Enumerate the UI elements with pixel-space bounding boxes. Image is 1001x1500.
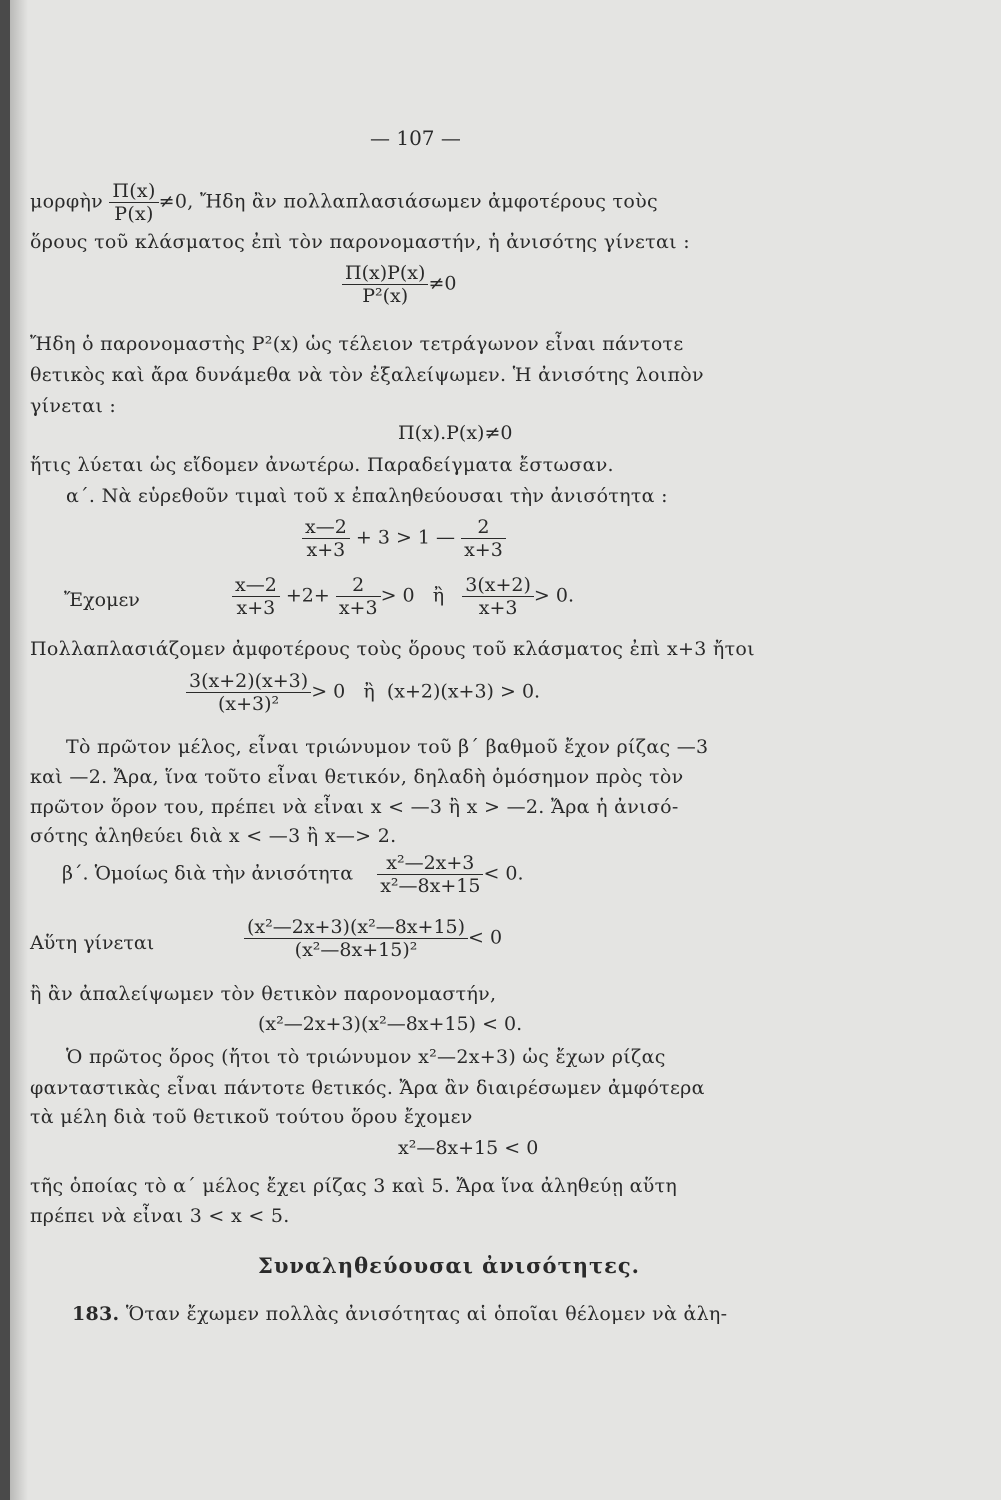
text-line: σότης ἀληθεύει διὰ x < —3 ἢ x—> 2. (30, 825, 397, 847)
text-line: ὅρους τοῦ κλάσματος ἐπὶ τὸν παρονομαστήν, ἡ ἀνισότης γίνεται : (30, 231, 690, 253)
formula: x²—8x+15 < 0 (398, 1137, 539, 1159)
numerator: Π(x)P(x) (345, 262, 426, 284)
text: ἢ (363, 680, 375, 703)
numerator: x²—2x+3 (386, 852, 475, 874)
fraction (342, 262, 428, 307)
word: μορφὴν (30, 190, 103, 213)
fraction (186, 670, 311, 715)
text-line: Ὁ πρῶτος ὅρος (ἤτοι τὸ τριώνυμον x²—2x+3) ὡς ἔχων ρίζας (66, 1046, 666, 1068)
text-line: Πολλαπλασιάζομεν ἀμφοτέρους τοὺς ὅρους τοῦ κλάσματος ἐπὶ x+3 ἤτοι (30, 638, 755, 660)
formula (302, 516, 506, 561)
section-number: 183. (72, 1303, 120, 1325)
text-line: Τὸ πρῶτον μέλος, εἶναι τριώνυμον τοῦ β΄ βαθμοῦ ἔχον ρίζας —3 (66, 736, 709, 758)
numerator: Π(x) (112, 180, 156, 202)
fraction (377, 852, 483, 897)
text-line: γίνεται : (30, 395, 117, 417)
text-line (30, 180, 658, 225)
page-shadow (10, 0, 28, 1500)
text-line: α΄. Νὰ εὑρεθοῦν τιμαὶ τοῦ x ἐπαληθεύουσαι τὴν ἀνισότητα : (66, 485, 668, 507)
formula (342, 262, 456, 307)
text: ἢ (432, 584, 445, 607)
denominator: x+3 (232, 596, 280, 619)
text-line: τὰ μέλη διὰ τοῦ θετικοῦ τούτου ὅρου ἔχομεν (30, 1106, 473, 1128)
numerator: 2 (477, 516, 490, 538)
text-line (72, 1302, 727, 1326)
fraction (336, 574, 381, 619)
fraction (302, 516, 350, 561)
text-line: ἢ ἂν ἀπαλείψωμεν τὸν θετικὸν παρονομαστήν, (30, 983, 497, 1005)
denominator: (x+3)² (186, 692, 311, 715)
text-line: ἥτις λύεται ὡς εἴδομεν ἀνωτέρω. Παραδείγματα ἔστωσαν. (30, 454, 614, 476)
numerator: x—2 (235, 574, 277, 596)
formula (244, 916, 502, 961)
text: (x+2)(x+3) > 0. (386, 680, 541, 703)
text-line: φανταστικὰς εἶναι πάντοτε θετικός. Ἄρα ἂν διαιρέσωμεν ἀμφότερα (30, 1077, 705, 1099)
text-line: πρῶτον ὅρον του, πρέπει νὰ εἶναι x < —3 ἢ x > —2. Ἄρα ἡ ἀνισό- (30, 796, 679, 818)
section-heading: Συναληθεύουσαι ἀνισότητες. (258, 1253, 640, 1278)
numerator: 3(x+2)(x+3) (189, 670, 309, 692)
formula (62, 852, 524, 897)
formula: Π(x).P(x)≠0 (398, 422, 513, 444)
text: ≠0 (428, 272, 457, 295)
denominator: x+3 (302, 538, 350, 561)
text: < 0. (483, 862, 524, 885)
label: Αὕτη γίνεται (30, 932, 155, 954)
formula (186, 670, 540, 715)
fraction (244, 916, 468, 961)
denominator: x+3 (461, 538, 506, 561)
text: β΄. Ὁμοίως διὰ τὴν ἀνισότητα (62, 862, 354, 885)
text: > 0. (533, 584, 575, 607)
denominator: x+3 (336, 596, 381, 619)
denominator: P²(x) (342, 284, 428, 307)
numerator: x—2 (305, 516, 347, 538)
denominator: x²—8x+15 (377, 874, 483, 897)
text: +2+ (285, 584, 330, 607)
fraction (109, 180, 158, 225)
label: Ἔχομεν (64, 589, 140, 611)
fraction (232, 574, 280, 619)
text-line: τῆς ὁποίας τὸ α΄ μέλος ἔχει ρίζας 3 καὶ 5. Ἄρα ἵνα ἀληθεύῃ αὕτη (30, 1175, 678, 1197)
numerator: 2 (352, 574, 365, 596)
denominator: P(x) (109, 202, 158, 225)
text: + 3 > 1 — (355, 526, 456, 549)
page-edge (0, 0, 10, 1500)
text: < 0 (468, 926, 503, 949)
denominator: (x²—8x+15)² (244, 938, 468, 961)
formula: (x²—2x+3)(x²—8x+15) < 0. (258, 1013, 523, 1035)
text-line: καὶ —2. Ἄρα, ἵνα τοῦτο εἶναι θετικόν, δηλαδὴ ὁμόσημον πρὸς τὸν (30, 766, 684, 788)
text: Ὅταν ἔχωμεν πολλὰς ἀνισότητας αἱ ὁποῖαι θέλομεν νὰ ἀλη- (125, 1303, 728, 1325)
text-line: Ἤδη ὁ παρονομαστὴς P²(x) ὡς τέλειον τετράγωνον εἶναι πάντοτε (30, 333, 684, 355)
denominator: x+3 (462, 596, 534, 619)
text-line: πρέπει νὰ εἶναι 3 < x < 5. (30, 1205, 290, 1227)
fraction (462, 574, 534, 619)
page-number: — 107 — (370, 126, 461, 150)
numerator: 3(x+2) (465, 574, 531, 596)
text-line: θετικὸς καὶ ἄρα δυνάμεθα νὰ τὸν ἐξαλείψωμεν. Ἡ ἀνισότης λοιπὸν (30, 364, 704, 386)
numerator: (x²—2x+3)(x²—8x+15) (247, 916, 466, 938)
text: ≠0, Ἤδη ἂν πολλαπλασιάσωμεν ἀμφοτέρους τοὺς (158, 190, 658, 213)
text: > 0 (380, 584, 415, 607)
formula (232, 574, 574, 619)
fraction (461, 516, 506, 561)
text: > 0 (311, 680, 346, 703)
